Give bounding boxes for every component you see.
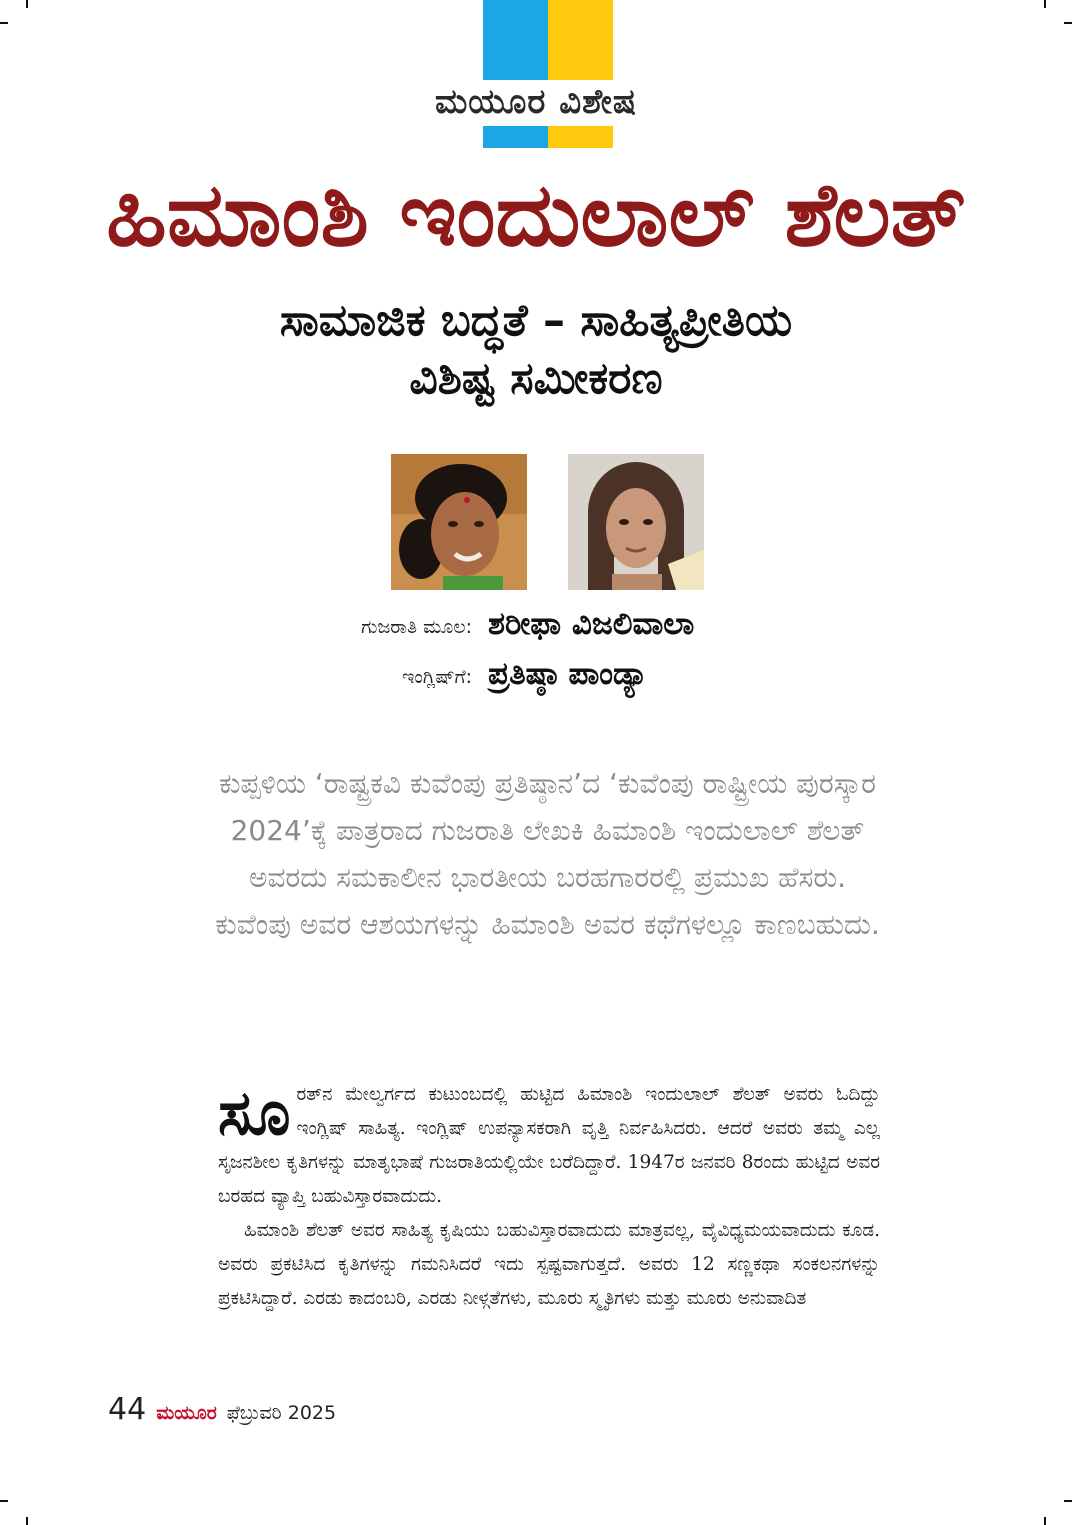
article-body bbox=[218, 1078, 880, 1316]
magazine-name: ಮಯೂರ bbox=[156, 1402, 217, 1424]
subtitle-line-1: ಸಾಮಾಜಿಕ ಬದ್ಧತೆ – ಸಾಹಿತ್ಯಪ್ರೀತಿಯ bbox=[279, 295, 793, 346]
crop-mark bbox=[0, 22, 8, 24]
subtitle-line-2: ವಿಶಿಷ್ಟ ಸಮೀಕರಣ bbox=[409, 353, 663, 404]
author-photo-sharifa bbox=[391, 454, 527, 590]
author-photo-pratishtha bbox=[568, 454, 704, 590]
article-title: ಹಿಮಾಂಶಿ ಇಂದುಲಾಲ್ ಶೆಲತ್ bbox=[106, 163, 966, 266]
credit-translation bbox=[0, 654, 1072, 700]
page-footer bbox=[108, 1392, 336, 1428]
credit-original bbox=[0, 604, 1072, 650]
section-logo-bottom bbox=[483, 126, 613, 148]
credit-name-translation: ಪ್ರತಿಷ್ಠಾ ಪಾಂಡ್ಯಾ bbox=[488, 656, 648, 692]
crop-mark bbox=[26, 0, 28, 8]
crop-mark bbox=[1064, 1500, 1072, 1502]
intro-text: ಕುಪ್ಪಳಿಯ ‘ರಾಷ್ಟ್ರಕವಿ ಕುವೆಂಪು ಪ್ರತಿಷ್ಠಾನ’ದ ‘ಕುವೆಂಪು ರಾಷ್ಟ್ರೀಯ ಪುರಸ್ಕಾರ 2024’ಕ್ಕೆ ಪಾತ್ರರಾದ ಗುಜರಾತಿ ಲೇಖಕಿ ಹಿಮಾಂಶಿ ಇಂದುಲಾಲ್ ಶೆಲತ್ ಅವರದು ಸಮಕಾಲೀನ ಭಾರತೀಯ ಬರಹಗಾರರಲ್ಲಿ ಪ್ರಮುಖ ಹೆಸರು. ಕುವೆಂಪು ಅವರ ಆಶಯಗಳನ್ನು ಹಿಮಾಂಶಿ ಅವರ ಕಥೆಗಳಲ್ಲೂ ಕಾಣಬಹುದು. bbox=[215, 767, 880, 941]
drop-cap: ಸೂ bbox=[218, 1076, 291, 1149]
article-subtitle bbox=[0, 292, 1072, 408]
credit-label-translation: ಇಂಗ್ಲಿಷ್‌ಗೆ: bbox=[402, 666, 472, 688]
page-number: 44 bbox=[108, 1392, 147, 1427]
crop-mark bbox=[26, 1517, 28, 1525]
issue-date: ಫೆಬ್ರುವರಿ 2025 bbox=[226, 1402, 337, 1424]
credit-label-original: ಗುಜರಾತಿ ಮೂಲ: bbox=[361, 616, 472, 638]
crop-mark bbox=[0, 1500, 8, 1502]
credit-name-original: ಶರೀಫಾ ವಿಜಲಿವಾಲಾ bbox=[488, 606, 695, 642]
crop-mark bbox=[1064, 22, 1072, 24]
section-logo-top bbox=[483, 0, 613, 80]
body-paragraph-1: ರತ್‌ನ ಮೇಲ್ವರ್ಗದ ಕುಟುಂಬದಲ್ಲಿ ಹುಟ್ಟಿದ ಹಿಮಾಂಶಿ ಇಂದುಲಾಲ್ ಶೆಲತ್ ಅವರು ಓದಿದ್ದು ಇಂಗ್ಲಿಷ್ ಸಾಹಿತ್ಯ. ಇಂಗ್ಲಿಷ್ ಉಪನ್ಯಾಸಕರಾಗಿ ವೃತ್ತಿ ನಿರ್ವಹಿಸಿದರು. ಆದರೆ ಅವರು ತಮ್ಮ ಎಲ್ಲ ಸೃಜನಶೀಲ ಕೃತಿಗಳನ್ನು ಮಾತೃಭಾಷೆ ಗುಜರಾತಿಯಲ್ಲಿಯೇ ಬರೆದಿದ್ದಾರೆ. 1947ರ ಜನವರಿ 8ರಂದು ಹುಟ್ಟಿದ ಅವರ ಬರಹದ ವ್ಯಾಪ್ತಿ ಬಹುವಿಸ್ತಾರವಾದುದು. bbox=[218, 1084, 880, 1207]
article-intro bbox=[215, 760, 880, 948]
section-tag: ಮಯೂರ ವಿಶೇಷ bbox=[434, 82, 638, 122]
crop-mark bbox=[1044, 1517, 1046, 1525]
crop-mark bbox=[1044, 0, 1046, 8]
body-paragraph-2: ಹಿಮಾಂಶಿ ಶೆಲತ್ ಅವರ ಸಾಹಿತ್ಯ ಕೃಷಿಯು ಬಹುವಿಸ್ತಾರವಾದುದು ಮಾತ್ರವಲ್ಲ, ವೈವಿಧ್ಯಮಯವಾದುದು ಕೂಡ. ಅವರು ಪ್ರಕಟಿಸಿದ ಕೃತಿಗಳನ್ನು ಗಮನಿಸಿದರೆ ಇದು ಸ್ಪಷ್ಟವಾಗುತ್ತದೆ. ಅವರು 12 ಸಣ್ಣಕಥಾ ಸಂಕಲನಗಳನ್ನು ಪ್ರಕಟಿಸಿದ್ದಾರೆ. ಎರಡು ಕಾದಂಬರಿ, ಎರಡು ನೀಳ್ಗತೆಗಳು, ಮೂರು ಸ್ಮೃತಿಗಳು ಮತ್ತು ಮೂರು ಅನುವಾದಿತ bbox=[218, 1220, 880, 1309]
